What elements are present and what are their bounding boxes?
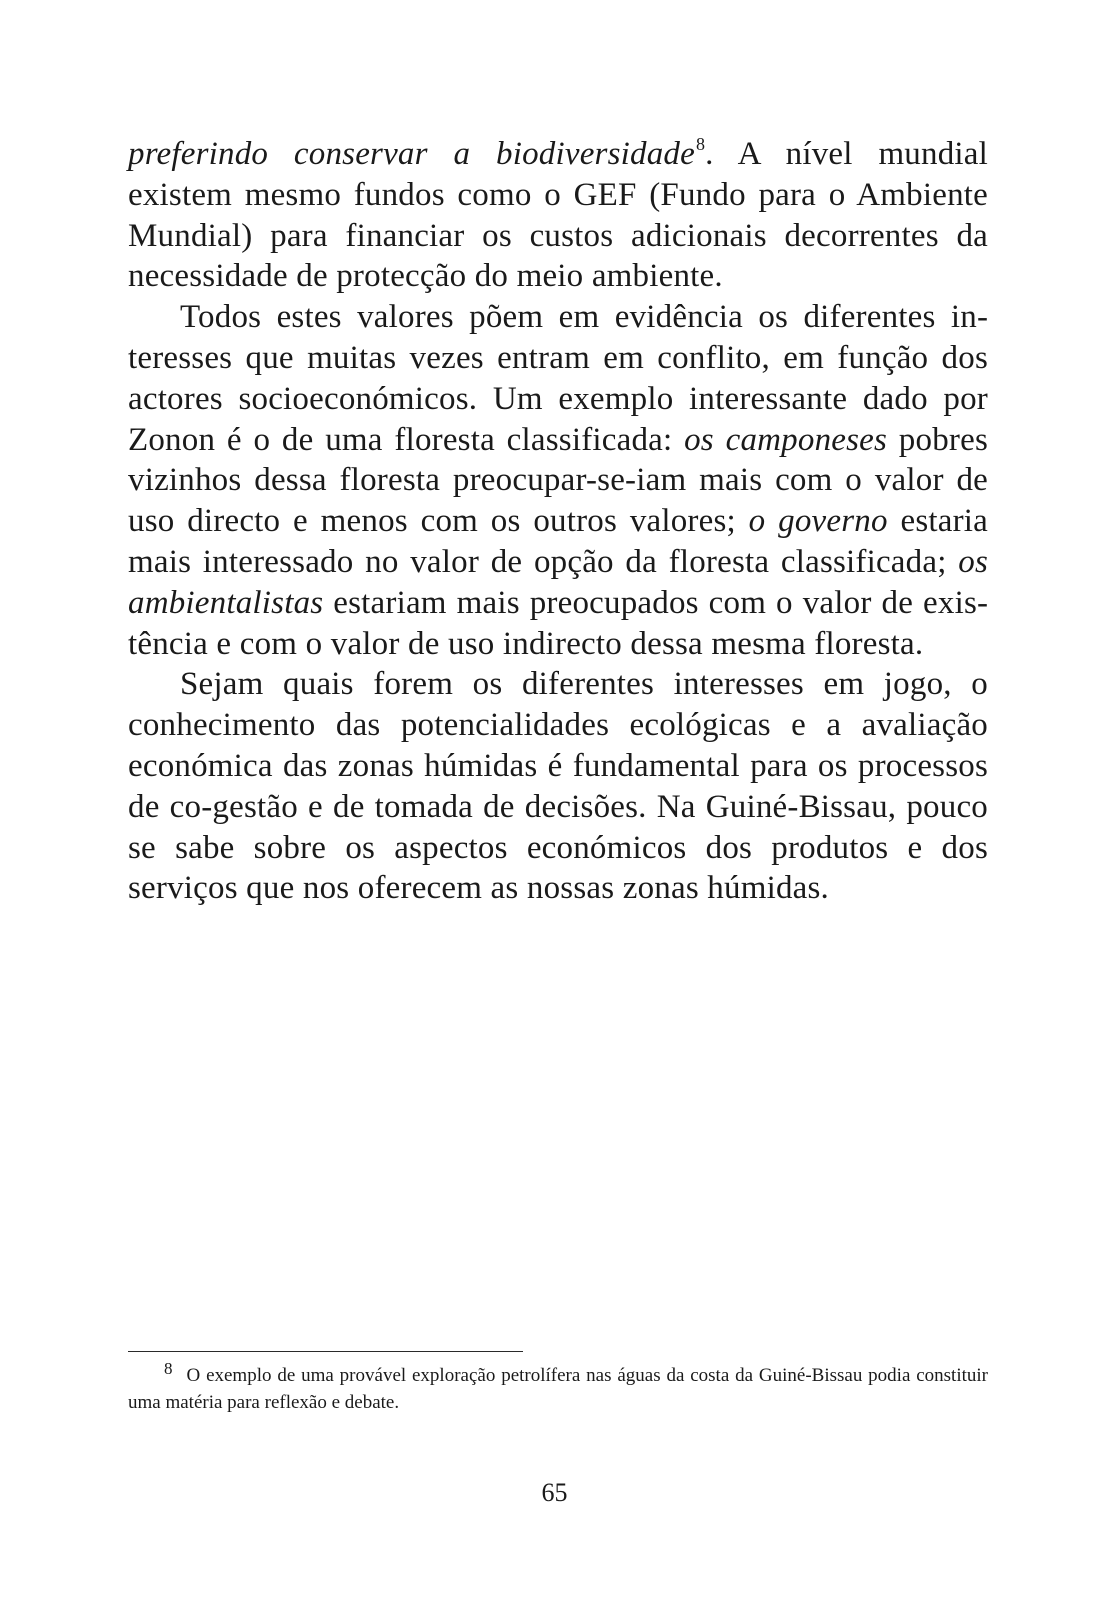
italic-text: preferindo conservar a biodiversidade: [128, 136, 695, 172]
paragraph: [128, 664, 988, 909]
footnote-reference: 8: [695, 134, 706, 154]
italic-text: os camponeses: [684, 421, 888, 458]
text-run: . A nível mundial existem mesmo fundos como o GEF (Fundo para o Ambiente Mundial) para financiar os custos adicionais decorrentes da necessidade de protecção do meio ambiente.: [128, 136, 988, 295]
footnote-text: O exemplo de uma provável exploração petrolífera nas águas da costa da Guiné-Bissau podia constituir uma matéria para reflexão e debate.: [128, 1365, 988, 1413]
page-number: 65: [541, 1478, 568, 1507]
footnote-number: 8: [164, 1358, 173, 1378]
body-text: [128, 134, 988, 909]
text-run: pobres vizinhos dessa floresta preocupar-se-iam mais com o valor de uso directo e menos com os outros valores;: [128, 421, 988, 540]
footnote-separator: [128, 1351, 523, 1352]
text-run: Todos estes valores põem em evidência os diferentes interesses que muitas vezes entram em conflito, em função dos actores socioeconómicos. Um exemplo interessante dado por Zonon é o de uma floresta classificada:: [128, 299, 988, 458]
paragraph: [128, 297, 988, 664]
text-run: estaria mais interessado no valor de opção da floresta classificada;: [128, 503, 988, 580]
text-run: Sejam quais forem os diferentes interesses em jogo, o conhecimento das potencialidades ecológicas e a avaliação económica das zonas húmidas é fundamental para os processos de co-gestão e de tomada de decisões. Na Guiné-Bissau, pouco se sabe sobre os aspectos económicos dos produtos e dos serviços que nos oferecem as nossas zonas húmidas.: [128, 666, 988, 907]
italic-text: o governo: [748, 503, 888, 540]
italic-text: os ambientalistas: [128, 543, 988, 621]
paragraph: [128, 134, 988, 297]
footnote: [128, 1358, 988, 1416]
text-run: estariam mais preocupados com o valor de existência e com o valor de uso indirecto dessa mesma floresta.: [128, 584, 988, 662]
